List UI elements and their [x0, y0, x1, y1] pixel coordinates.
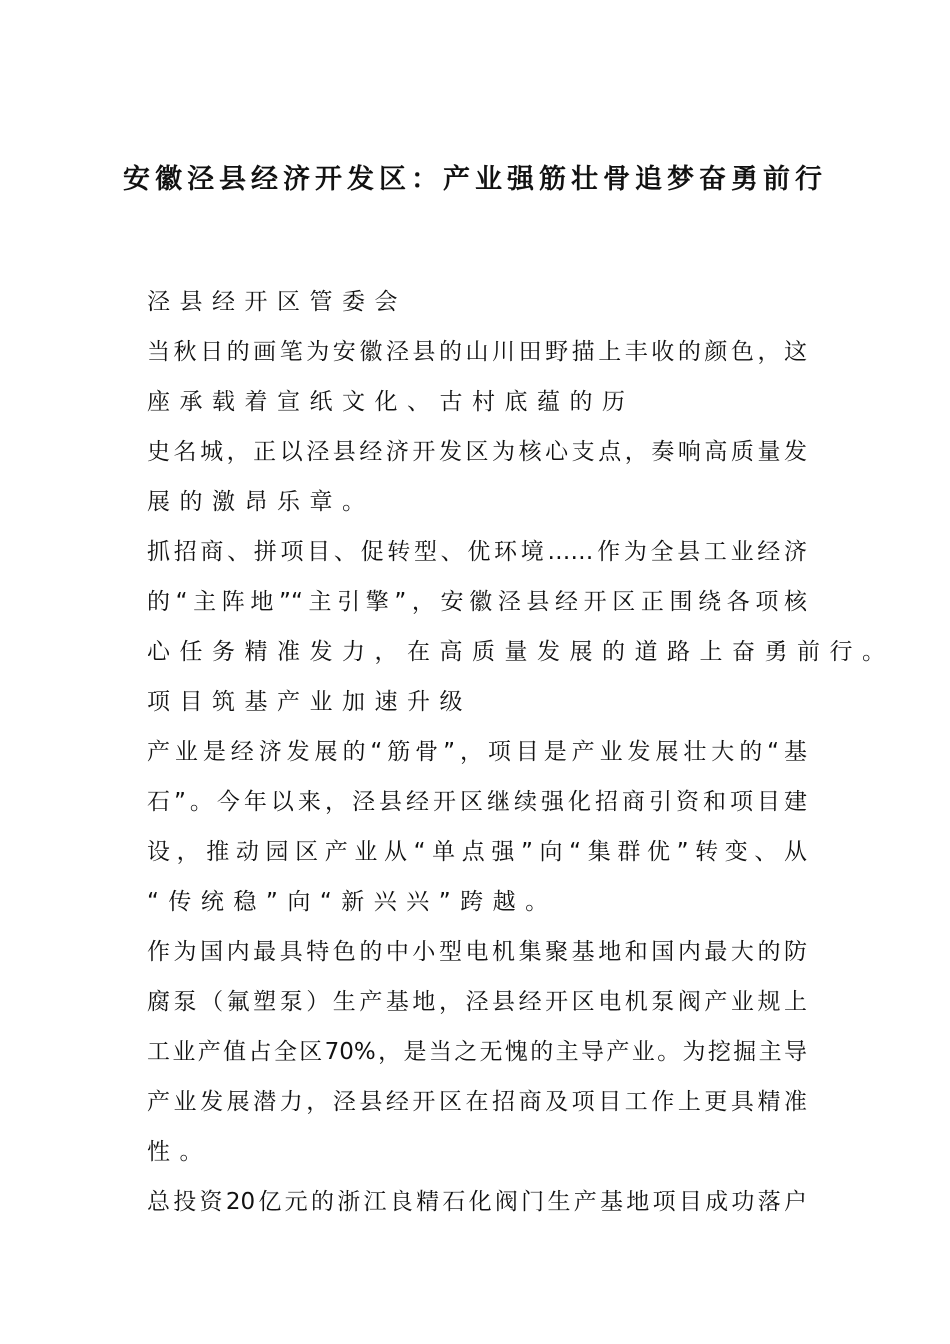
- paragraph-line: “传统稳”向“新兴兴”跨越。: [147, 889, 558, 915]
- section-heading: 项目筑基产业加速升级: [147, 689, 472, 715]
- paragraph-line: 产业是经济发展的“筋骨”，项目是产业发展壮大的“基: [147, 739, 807, 765]
- paragraph-line: 作为国内最具特色的中小型电机集聚基地和国内最大的防: [147, 939, 807, 965]
- paragraph-line: 史名城，正以泾县经济开发区为核心支点，奏响高质量发: [147, 439, 807, 465]
- paragraph-line: 产业发展潜力，泾县经开区在招商及项目工作上更具精准: [147, 1089, 807, 1115]
- paragraph-line: 工业产值占全区70%，是当之无愧的主导产业。为挖掘主导: [147, 1039, 807, 1065]
- paragraph-line: 腐泵（氟塑泵）生产基地，泾县经开区电机泵阀产业规上: [147, 989, 807, 1015]
- paragraph-line: 心任务精准发力，在高质量发展的道路上奋勇前行。: [147, 639, 895, 665]
- paragraph-line: 的“主阵地”“主引擎”，安徽泾县经开区正围绕各项核: [147, 589, 807, 615]
- paragraph-line: 座承载着宣纸文化、古村底蕴的历: [147, 389, 635, 415]
- byline: 泾县经开区管委会: [147, 289, 407, 315]
- paragraph-line: 设，推动园区产业从“单点强”向“集群优”转变、从: [147, 839, 807, 865]
- document-body: [147, 280, 895, 1230]
- paragraph-line: 性。: [147, 1139, 212, 1165]
- paragraph-line: 石”。今年以来，泾县经开区继续强化招商引资和项目建: [147, 789, 807, 815]
- paragraph-line: 展的激昂乐章。: [147, 489, 375, 515]
- paragraph-line: 当秋日的画笔为安徽泾县的山川田野描上丰收的颜色，这: [147, 339, 807, 365]
- paragraph-line: 总投资20亿元的浙江良精石化阀门生产基地项目成功落户: [147, 1189, 807, 1215]
- paragraph-line: 抓招商、拼项目、促转型、优环境……作为全县工业经济: [147, 539, 807, 565]
- document-title: 安徽泾县经济开发区：产业强筋壮骨追梦奋勇前行: [123, 164, 827, 195]
